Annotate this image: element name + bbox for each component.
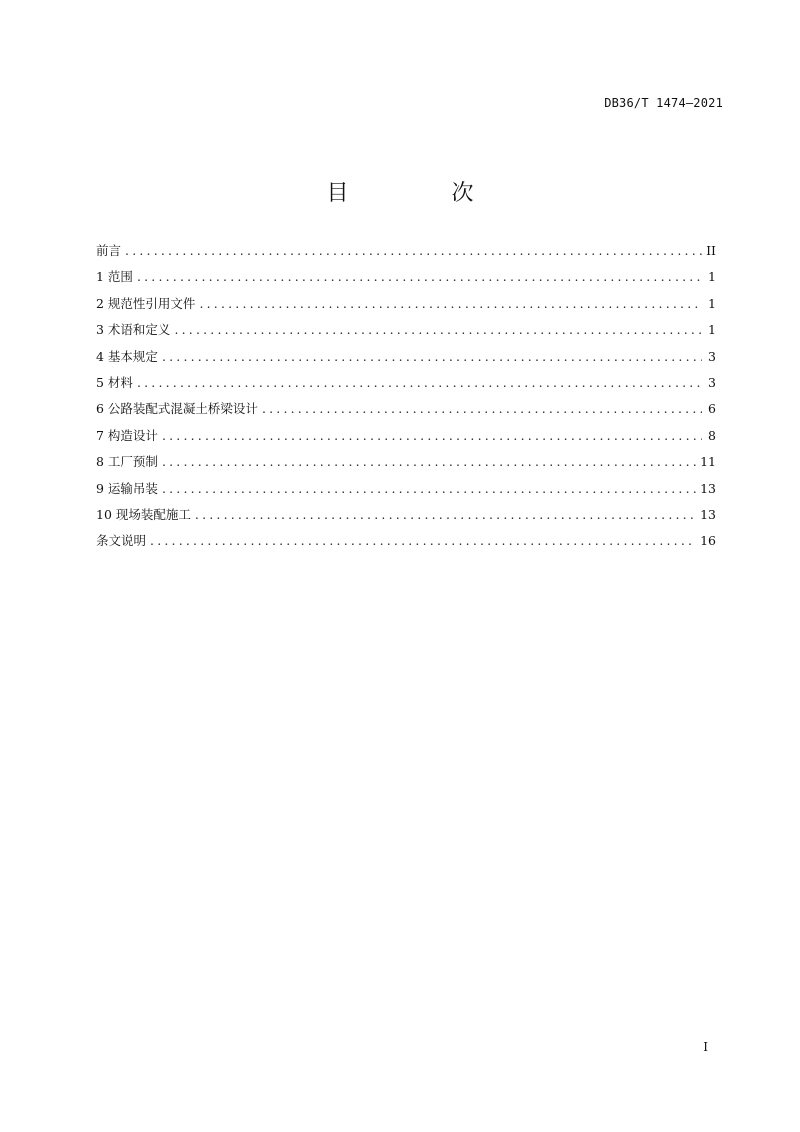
toc-entry-label: 3 术语和定义: [96, 322, 171, 338]
toc-leader-dots: [162, 476, 696, 502]
toc-leader-dots: [162, 449, 696, 475]
toc-entry-label: 2 规范性引用文件: [96, 295, 196, 311]
toc-entry-label: 4 基本规定: [96, 348, 158, 364]
toc-entry[interactable]: [96, 370, 716, 396]
toc-entry-page: 16: [700, 533, 716, 549]
toc-entry-label: 条文说明: [96, 533, 147, 549]
toc-entry[interactable]: [96, 344, 716, 370]
toc-entry-page: 3: [708, 348, 716, 364]
toc-entry[interactable]: [96, 396, 716, 422]
toc-entry[interactable]: [96, 423, 716, 449]
toc-entry-page: 8: [708, 427, 716, 443]
toc-entry-page: 11: [700, 454, 716, 470]
toc-entry[interactable]: [96, 449, 716, 475]
toc-entry-label: 6 公路装配式混凝土桥梁设计: [96, 401, 258, 417]
toc-entry-page: 3: [708, 374, 716, 390]
toc-entry[interactable]: [96, 317, 716, 343]
toc-entry[interactable]: [96, 238, 716, 264]
toc-leader-dots: [174, 317, 702, 343]
toc-entry[interactable]: [96, 476, 716, 502]
toc-entry-page: II: [706, 243, 716, 258]
toc-entry-page: 13: [700, 506, 716, 522]
toc-entry-label: 1 范围: [96, 269, 133, 285]
toc-entry-label: 10 现场装配施工: [96, 506, 191, 522]
toc-leader-dots: [262, 396, 702, 422]
toc-leader-dots: [150, 528, 696, 554]
toc-entry-label: 7 构造设计: [96, 427, 158, 443]
toc-leader-dots: [162, 423, 702, 449]
toc-entry-label: 5 材料: [96, 374, 133, 390]
toc-entry-page: 6: [708, 401, 716, 417]
toc-leader-dots: [137, 370, 702, 396]
toc-entry[interactable]: [96, 502, 716, 528]
toc-entry-label: 9 运输吊装: [96, 480, 158, 496]
document-code: DB36/T 1474—2021: [604, 96, 723, 110]
toc-entry[interactable]: [96, 291, 716, 317]
toc-leader-dots: [125, 238, 702, 264]
toc-leader-dots: [195, 502, 696, 528]
toc-entry[interactable]: [96, 264, 716, 290]
toc-entry-page: 1: [708, 295, 716, 311]
toc-entry-page: 1: [708, 322, 716, 338]
table-of-contents: [96, 238, 716, 555]
toc-entry-label: 前言: [96, 243, 122, 258]
toc-leader-dots: [199, 291, 702, 317]
toc-entry-page: 1: [708, 269, 716, 285]
toc-leader-dots: [137, 264, 702, 290]
toc-entry-page: 13: [700, 480, 716, 496]
toc-entry[interactable]: [96, 528, 716, 554]
toc-leader-dots: [162, 344, 702, 370]
toc-entry-label: 8 工厂预制: [96, 454, 158, 470]
page-title: 目 次: [326, 181, 522, 206]
page-number: I: [703, 1040, 708, 1054]
